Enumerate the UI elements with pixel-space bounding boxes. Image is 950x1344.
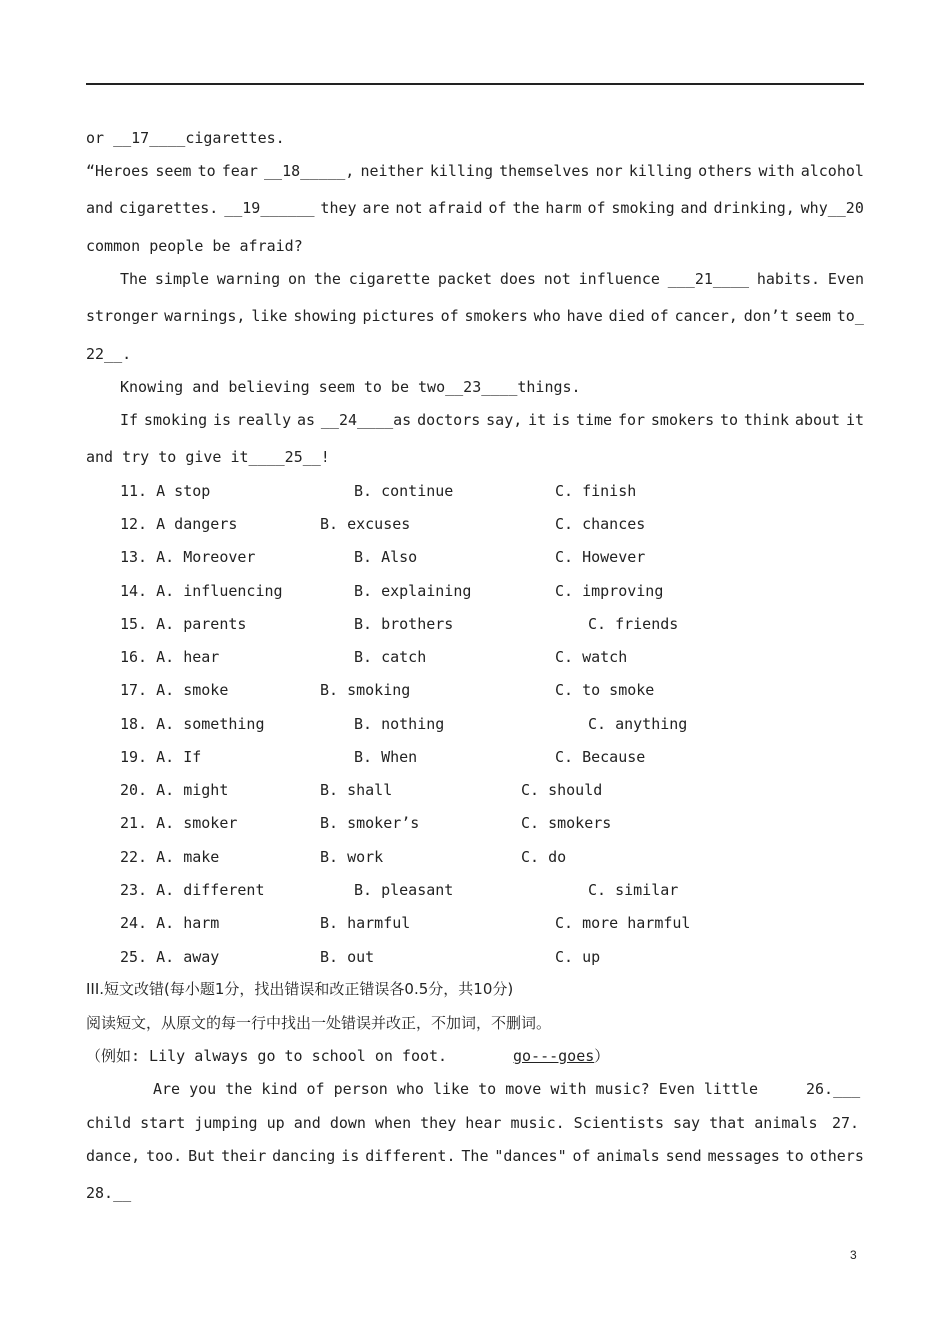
word: does bbox=[499, 270, 536, 288]
word: neither bbox=[360, 162, 424, 180]
word: who bbox=[533, 307, 561, 325]
word: ___21____ bbox=[667, 270, 750, 288]
word: influence bbox=[578, 270, 660, 288]
word: others bbox=[698, 162, 753, 180]
question-22-option-b: B. work bbox=[320, 848, 384, 866]
answer-slot-28: 28.__ bbox=[86, 1184, 132, 1202]
question-15-option-c: C. friends bbox=[588, 615, 679, 633]
word: dancing bbox=[272, 1147, 336, 1165]
word: for bbox=[617, 411, 646, 429]
word: __18_____, bbox=[264, 162, 355, 180]
word: too. bbox=[146, 1147, 183, 1165]
question-11-option-a: 11. A stop bbox=[120, 482, 211, 500]
word: died bbox=[608, 307, 645, 325]
question-21-option-a: 21. A. smoker bbox=[120, 814, 238, 832]
word: they bbox=[320, 199, 357, 217]
question-12-option-a: 12. A dangers bbox=[120, 515, 238, 533]
word: cigarette bbox=[348, 270, 430, 288]
correction-line-3 bbox=[86, 1146, 864, 1166]
word: to bbox=[197, 162, 216, 180]
word: smokers bbox=[464, 307, 528, 325]
passage-line-5 bbox=[120, 269, 864, 289]
question-18-option-c: C. anything bbox=[588, 715, 688, 733]
word: __19______ bbox=[224, 199, 315, 217]
question-19-option-a: 19. A. If bbox=[120, 748, 202, 766]
word: time bbox=[575, 411, 613, 429]
question-20-option-c: C. should bbox=[521, 781, 603, 799]
question-18-option-b: B. nothing bbox=[354, 715, 445, 733]
word: of bbox=[572, 1147, 591, 1165]
question-23-option-a: 23. A. different bbox=[120, 881, 265, 899]
passage-line-3 bbox=[86, 198, 864, 218]
word: packet bbox=[437, 270, 492, 288]
word: and bbox=[86, 199, 114, 217]
word: say, bbox=[486, 411, 523, 429]
word: themselves bbox=[499, 162, 590, 180]
question-14-option-a: 14. A. influencing bbox=[120, 582, 283, 600]
question-13-option-a: 13. A. Moreover bbox=[120, 548, 256, 566]
word: Even bbox=[827, 270, 864, 288]
word: about bbox=[794, 411, 841, 429]
question-19-option-b: B. When bbox=[354, 748, 418, 766]
question-11-option-b: B. continue bbox=[354, 482, 454, 500]
word: it bbox=[528, 411, 547, 429]
word: showing bbox=[293, 307, 357, 325]
word: drinking, bbox=[713, 199, 795, 217]
question-25-option-a: 25. A. away bbox=[120, 948, 220, 966]
correction-line-2: child start jumping up and down when they hear music. Scientists say that animals bbox=[86, 1114, 818, 1132]
word: But bbox=[188, 1147, 216, 1165]
word: messages bbox=[707, 1147, 780, 1165]
example-answer-group bbox=[513, 1046, 609, 1066]
question-18-option-a: 18. A. something bbox=[120, 715, 265, 733]
question-16-option-b: B. catch bbox=[354, 648, 427, 666]
word: "dances" bbox=[494, 1147, 567, 1165]
word: their bbox=[221, 1147, 267, 1165]
word: not bbox=[543, 270, 571, 288]
word: as bbox=[296, 411, 316, 429]
question-15-option-a: 15. A. parents bbox=[120, 615, 247, 633]
question-20-option-a: 20. A. might bbox=[120, 781, 229, 799]
passage-line-4: common people be afraid? bbox=[86, 237, 303, 255]
question-17-option-c: C. to smoke bbox=[555, 681, 655, 699]
word: why__20 bbox=[800, 199, 864, 217]
word: alcohol bbox=[800, 162, 864, 180]
question-16-option-c: C. watch bbox=[555, 648, 628, 666]
word: seem bbox=[155, 162, 192, 180]
word: is bbox=[213, 411, 232, 429]
word: smoking bbox=[143, 411, 208, 429]
question-16-option-a: 16. A. hear bbox=[120, 648, 220, 666]
word: of bbox=[488, 199, 507, 217]
word: send bbox=[665, 1147, 702, 1165]
word: killing bbox=[628, 162, 693, 180]
word: dance, bbox=[86, 1147, 141, 1165]
word: seem bbox=[794, 307, 831, 325]
word: of bbox=[440, 307, 459, 325]
word: is bbox=[552, 411, 571, 429]
passage-line-2 bbox=[86, 161, 864, 181]
question-25-option-b: B. out bbox=[320, 948, 375, 966]
word: harm bbox=[545, 199, 582, 217]
question-19-option-c: C. Because bbox=[555, 748, 646, 766]
word: to bbox=[719, 411, 739, 429]
word: the bbox=[313, 270, 341, 288]
header-rule bbox=[86, 83, 864, 85]
passage-line-1 bbox=[86, 128, 864, 148]
word: on bbox=[287, 270, 306, 288]
example-line bbox=[86, 1046, 864, 1066]
word: simple bbox=[154, 270, 210, 288]
word: If bbox=[120, 411, 139, 429]
word: cigarettes. bbox=[118, 199, 219, 217]
word: to bbox=[785, 1147, 804, 1165]
word: fear bbox=[221, 162, 258, 180]
question-17-option-a: 17. A. smoke bbox=[120, 681, 229, 699]
example-close: ） bbox=[594, 1047, 610, 1065]
word: stronger bbox=[86, 307, 159, 325]
word: the bbox=[512, 199, 540, 217]
word: is bbox=[341, 1147, 360, 1165]
question-22-option-c: C. do bbox=[521, 848, 567, 866]
question-21-option-b: B. smoker’s bbox=[320, 814, 420, 832]
word: it bbox=[845, 411, 864, 429]
word: “Heroes bbox=[86, 162, 150, 180]
blank-17: __17____ bbox=[113, 129, 186, 147]
question-24-option-c: C. more harmful bbox=[555, 914, 691, 932]
word: habits. bbox=[756, 270, 821, 288]
answer-slot-27: 27. bbox=[832, 1114, 860, 1132]
question-24-option-b: B. harmful bbox=[320, 914, 411, 932]
question-13-option-c: C. However bbox=[555, 548, 646, 566]
example-answer: go---goes bbox=[513, 1047, 595, 1065]
question-24-option-a: 24. A. harm bbox=[120, 914, 220, 932]
word: cigarettes. bbox=[185, 129, 285, 147]
word: warnings, bbox=[164, 307, 246, 325]
word: of bbox=[587, 199, 606, 217]
word: pictures bbox=[362, 307, 435, 325]
word: killing bbox=[429, 162, 494, 180]
passage-line-7: 22__. bbox=[86, 345, 132, 363]
word: of bbox=[650, 307, 669, 325]
page-number: 3 bbox=[850, 1248, 857, 1262]
passage-line-6 bbox=[86, 306, 864, 326]
passage-line-10: and try to give it____25__! bbox=[86, 448, 330, 466]
word: to_ bbox=[836, 307, 864, 325]
word: not bbox=[395, 199, 423, 217]
question-17-option-b: B. smoking bbox=[320, 681, 411, 699]
word: smokers bbox=[650, 411, 715, 429]
word: nor bbox=[595, 162, 623, 180]
question-11-option-c: C. finish bbox=[555, 482, 637, 500]
question-21-option-c: C. smokers bbox=[521, 814, 612, 832]
word: don’t bbox=[743, 307, 789, 325]
word: others bbox=[809, 1147, 864, 1165]
question-15-option-b: B. brothers bbox=[354, 615, 454, 633]
word: __24____as bbox=[320, 411, 412, 429]
word: really bbox=[236, 411, 292, 429]
question-13-option-b: B. Also bbox=[354, 548, 418, 566]
word: smoking bbox=[611, 199, 675, 217]
question-25-option-c: C. up bbox=[555, 948, 601, 966]
example-text: （例如: Lily always go to school on foot. bbox=[86, 1047, 448, 1065]
word: think bbox=[743, 411, 790, 429]
word: are bbox=[362, 199, 390, 217]
passage-line-9 bbox=[120, 410, 864, 430]
word: afraid bbox=[428, 199, 483, 217]
question-12-option-b: B. excuses bbox=[320, 515, 411, 533]
word: warning bbox=[216, 270, 281, 288]
question-12-option-c: C. chances bbox=[555, 515, 646, 533]
section-instruction: 阅读短文，从原文的每一行中找出一处错误并改正，不加词，不删词。 bbox=[86, 1014, 552, 1032]
word: The bbox=[461, 1147, 489, 1165]
word: The bbox=[120, 270, 148, 288]
question-14-option-b: B. explaining bbox=[354, 582, 472, 600]
word: cancer, bbox=[674, 307, 738, 325]
word: like bbox=[251, 307, 288, 325]
section-heading: III.短文改错(每小题1分，找出错误和改正错误各0.5分，共10分) bbox=[86, 980, 514, 998]
word: animals bbox=[596, 1147, 660, 1165]
word: different. bbox=[365, 1147, 456, 1165]
word: with bbox=[758, 162, 795, 180]
passage-line-8: Knowing and believing seem to be two__23____things. bbox=[120, 378, 581, 396]
word: have bbox=[566, 307, 603, 325]
correction-line-1: Are you the kind of person who like to move with music? Even little bbox=[153, 1080, 759, 1098]
question-20-option-b: B. shall bbox=[320, 781, 393, 799]
word: or bbox=[86, 129, 105, 147]
word: and bbox=[680, 199, 708, 217]
answer-slot-26: 26.___ bbox=[806, 1080, 861, 1098]
word: doctors bbox=[417, 411, 481, 429]
question-14-option-c: C. improving bbox=[555, 582, 664, 600]
question-23-option-b: B. pleasant bbox=[354, 881, 454, 899]
question-23-option-c: C. similar bbox=[588, 881, 679, 899]
question-22-option-a: 22. A. make bbox=[120, 848, 220, 866]
